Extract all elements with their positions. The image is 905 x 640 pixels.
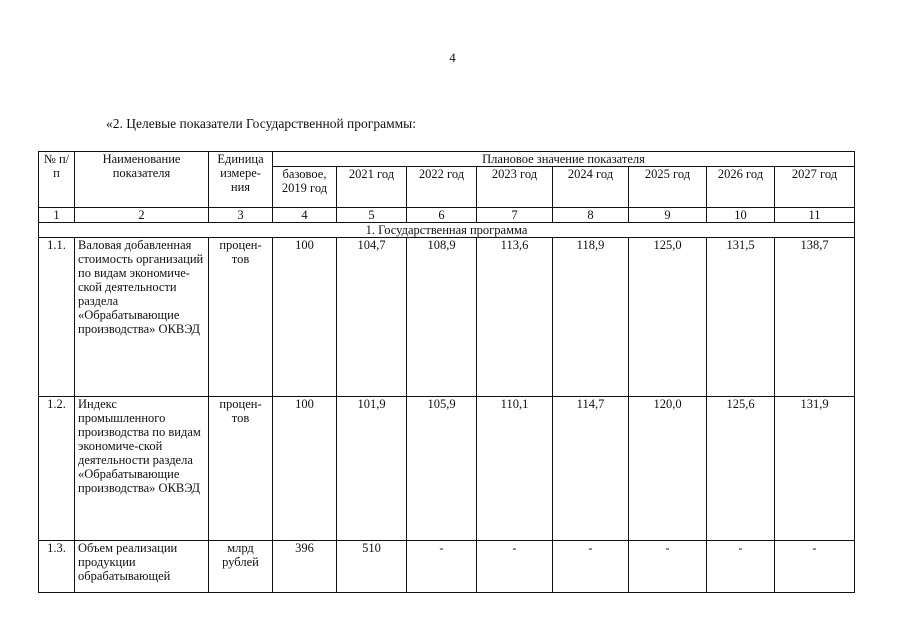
value-cell: - [407,541,477,593]
value-cell: 101,9 [337,397,407,541]
row-number: 1.1. [39,238,75,397]
indicator-name: Валовая добавленная стоимость организаций по видам экономиче-ской деятельности раздела «Обрабатывающие производства» ОКВЭД [75,238,209,397]
column-number: 6 [407,208,477,223]
unit-cell: процен-тов [209,238,273,397]
table-row [39,541,855,593]
value-cell: 120,0 [629,397,707,541]
row-number: 1.3. [39,541,75,593]
column-number: 8 [553,208,629,223]
header-name: Наименование показателя [75,152,209,208]
value-cell: 125,6 [707,397,775,541]
value-cell: 100 [273,397,337,541]
header-year: 2022 год [407,167,477,208]
value-cell: - [707,541,775,593]
column-number: 7 [477,208,553,223]
header-year: 2024 год [553,167,629,208]
indicator-name: Объем реализации продукции обрабатывающей [75,541,209,593]
value-cell: - [629,541,707,593]
column-number: 2 [75,208,209,223]
indicator-name: Индекс промышленного производства по видам экономиче-ской деятельности раздела «Обрабатывающие производства» ОКВЭД [75,397,209,541]
target-indicators-table [38,151,855,593]
value-cell: 131,5 [707,238,775,397]
value-cell: 114,7 [553,397,629,541]
value-cell: 110,1 [477,397,553,541]
value-cell: 105,9 [407,397,477,541]
column-number: 5 [337,208,407,223]
unit-cell: млрд рублей [209,541,273,593]
column-number: 9 [629,208,707,223]
value-cell: 113,6 [477,238,553,397]
header-year: 2025 год [629,167,707,208]
value-cell: 510 [337,541,407,593]
value-cell: 125,0 [629,238,707,397]
column-number: 3 [209,208,273,223]
value-cell: 104,7 [337,238,407,397]
row-number: 1.2. [39,397,75,541]
value-cell: 131,9 [775,397,855,541]
header-num: № п/п [39,152,75,208]
header-year: 2021 год [337,167,407,208]
column-number: 10 [707,208,775,223]
unit-cell: процен-тов [209,397,273,541]
header-year: базовое, 2019 год [273,167,337,208]
value-cell: - [477,541,553,593]
column-number: 4 [273,208,337,223]
column-number: 1 [39,208,75,223]
header-year: 2026 год [707,167,775,208]
value-cell: 138,7 [775,238,855,397]
header-planned-value: Плановое значение показателя [273,152,855,167]
header-year: 2023 год [477,167,553,208]
value-cell: 100 [273,238,337,397]
section-title: 1. Государственная программа [39,223,855,238]
page-number: 4 [449,50,456,65]
value-cell: - [775,541,855,593]
value-cell: 396 [273,541,337,593]
table-row [39,238,855,397]
value-cell: - [553,541,629,593]
header-unit: Единица измере-ния [209,152,273,208]
header-year: 2027 год [775,167,855,208]
section-heading: «2. Целевые показатели Государственной программы: [106,116,416,131]
table-row [39,397,855,541]
value-cell: 118,9 [553,238,629,397]
column-number: 11 [775,208,855,223]
value-cell: 108,9 [407,238,477,397]
